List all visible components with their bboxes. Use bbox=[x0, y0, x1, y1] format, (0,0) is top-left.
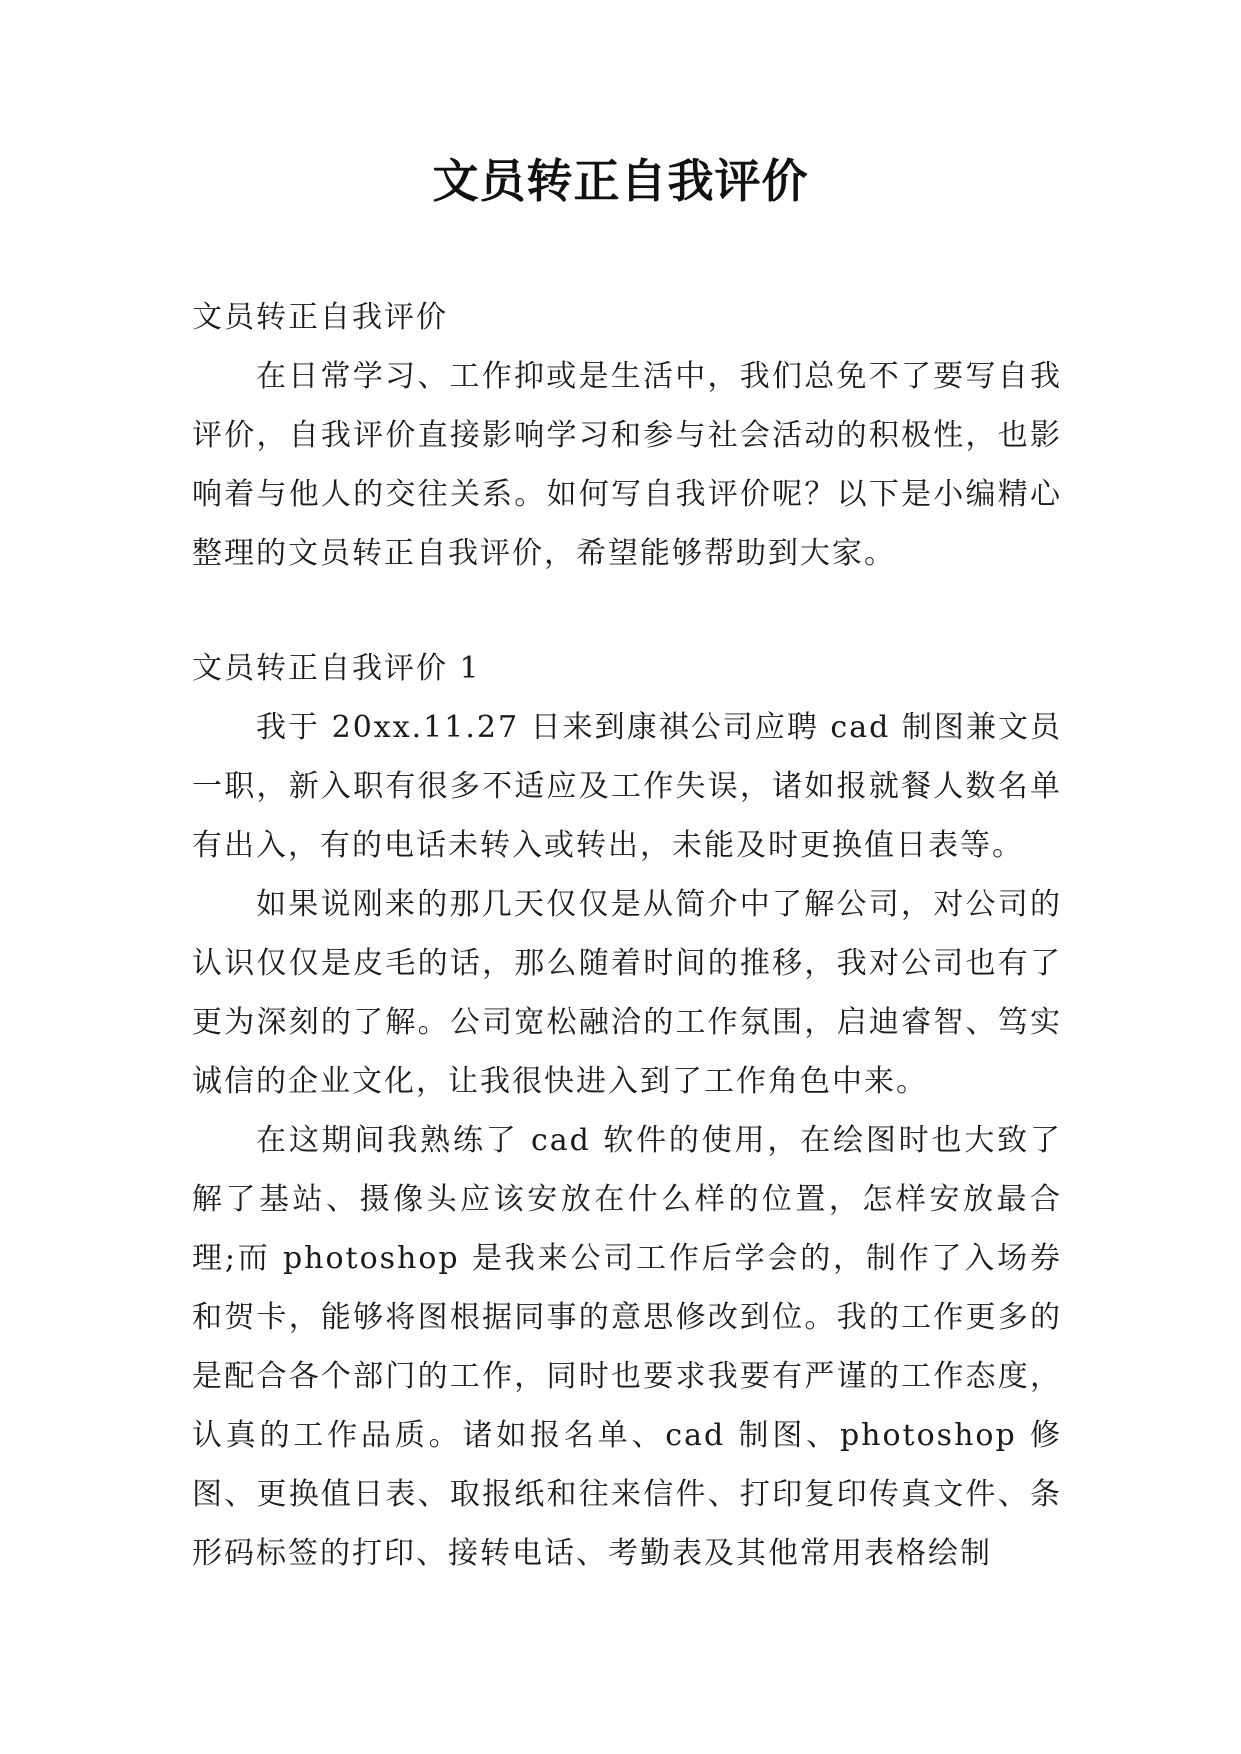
body-paragraph: 在这期间我熟练了 cad 软件的使用，在绘图时也大致了解了基站、摄像头应该安放在什么样的位置，怎样安放最合理;而 photoshop 是我来公司工作后学会的，制作了入场券和贺卡，能够将图根据同事的意思修改到位。我的工作更多的是配合各个部门的工作，同时也要求我要有严谨的工作态度，认真的工作品质。诸如报名单、cad 制图、photoshop 修图、更换值日表、取报纸和往来信件、打印复印传真文件、条形码标签的打印、接转电话、考勤表及其他常用表格绘制 bbox=[192, 1123, 1062, 1571]
document-title: 文员转正自我评价 bbox=[432, 154, 809, 208]
section-spacer bbox=[192, 583, 1062, 639]
body-paragraph: 如果说刚来的那几天仅仅是从简介中了解公司，对公司的认识仅仅是皮毛的话，那么随着时间的推移，我对公司也有了更为深刻的了解。公司宽松融洽的工作氛围，启迪睿智、笃实诚信的企业文化，让我很快进入到了工作角色中来。 bbox=[192, 887, 1062, 1099]
intro-paragraph: 在日常学习、工作抑或是生活中，我们总免不了要写自我评价，自我评价直接影响学习和参与社会活动的积极性，也影响着与他人的交往关系。如何写自我评价呢？以下是小编精心整理的文员转正自我评价，希望能够帮助到大家。 bbox=[192, 359, 1062, 571]
body-paragraph: 我于 20xx.11.27 日来到康祺公司应聘 cad 制图兼文员一职，新入职有很多不适应及工作失误，诸如报就餐人数名单有出入，有的电话未转入或转出，未能及时更换值日表等。 bbox=[192, 710, 1062, 863]
document-body bbox=[192, 288, 1062, 1583]
subtitle-heading: 文员转正自我评价 bbox=[192, 300, 448, 335]
section-heading: 文员转正自我评价 1 bbox=[192, 651, 481, 686]
